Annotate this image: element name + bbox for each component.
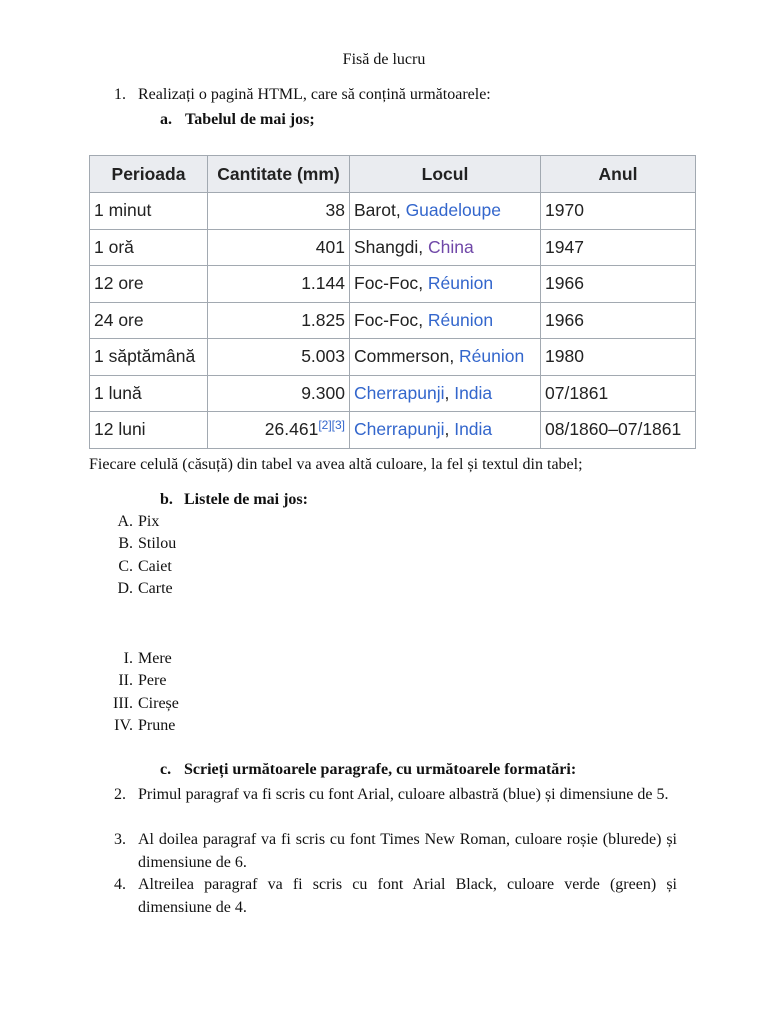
list-item-text: Cireșe — [138, 694, 179, 712]
list-item-text: Pix — [138, 513, 160, 530]
paragraph-item-2 — [114, 784, 677, 807]
table-row — [90, 229, 696, 266]
amount-value: 5.003 — [301, 346, 345, 367]
list-item — [118, 670, 179, 692]
amount-value: 1.825 — [301, 309, 345, 330]
amount-value: 26.461 — [264, 419, 319, 440]
table-row — [90, 193, 696, 230]
list-marker: IV. — [114, 716, 133, 734]
roman-list — [113, 648, 179, 737]
cell-period: 24 ore — [90, 302, 208, 339]
cell-period: 1 săptămână — [90, 339, 208, 376]
region-link[interactable]: China — [427, 236, 474, 257]
cell-place — [350, 229, 541, 266]
paragraph-text: Primul paragraf va fi scris cu font Arial, culoare albastră (blue) și dimensiune de 5. — [138, 786, 669, 803]
cell-amount — [208, 266, 350, 303]
list-item-text: Carte — [138, 579, 173, 597]
paragraph-text: Altreilea paragraf va fi scris cu font Arial Black, culoare verde (green) și dimensiune de 4. — [138, 876, 677, 916]
list-marker: B. — [118, 535, 133, 553]
amount-value: 9.300 — [301, 382, 345, 403]
cell-year: 1947 — [541, 229, 696, 266]
subtask-b — [160, 491, 308, 509]
region-link[interactable]: India — [454, 382, 493, 403]
cell-place — [350, 339, 541, 376]
table-row — [90, 339, 696, 376]
subtask-letter: a. — [160, 111, 172, 128]
subtask-text: Tabelul de mai jos; — [185, 111, 315, 128]
list-item-text: Caiet — [138, 557, 172, 575]
cell-place — [350, 193, 541, 230]
paragraph-item-3 — [114, 829, 677, 874]
reference-link[interactable]: [2][3] — [318, 418, 345, 433]
region-link[interactable]: Réunion — [427, 273, 494, 294]
amount-value: 38 — [325, 200, 345, 221]
list-item-text: Stilou — [138, 535, 177, 553]
place-link[interactable]: Cherrapunji — [354, 419, 445, 440]
place-separator: , — [449, 346, 460, 367]
table-row — [90, 266, 696, 303]
cell-place — [350, 412, 541, 449]
place-separator: , — [418, 309, 428, 330]
cell-amount — [208, 375, 350, 412]
place-name: Barot — [354, 200, 396, 221]
cell-place — [350, 375, 541, 412]
list-marker: II. — [118, 672, 133, 690]
document-title: Fisă de lucru — [342, 51, 426, 68]
place-name: Commerson — [354, 346, 450, 367]
item-text: Realizați o pagină HTML, care să conțină următoarele: — [138, 86, 491, 103]
column-header-place: Locul — [350, 156, 541, 193]
place-separator: , — [444, 419, 455, 440]
subtask-text: Listele de mai jos: — [184, 491, 308, 508]
list-item — [118, 533, 177, 555]
cell-place — [350, 302, 541, 339]
cell-year: 1966 — [541, 266, 696, 303]
place-separator: , — [395, 200, 406, 221]
cell-year: 08/1860–07/1861 — [541, 412, 696, 449]
region-link[interactable]: Guadeloupe — [405, 200, 501, 221]
table-row — [90, 375, 696, 412]
region-link[interactable]: Réunion — [459, 346, 525, 367]
item-number: 1. — [114, 86, 126, 103]
table-row — [90, 302, 696, 339]
table-row — [90, 412, 696, 449]
table-header-row — [90, 156, 696, 193]
cell-period: 1 minut — [90, 193, 208, 230]
alpha-list — [117, 511, 177, 600]
task-item-1 — [114, 86, 491, 104]
list-item-text: Mere — [138, 650, 172, 667]
amount-value: 401 — [315, 236, 345, 257]
place-name: Foc-Foc — [354, 273, 419, 294]
cell-amount — [208, 302, 350, 339]
cell-year: 1980 — [541, 339, 696, 376]
list-marker: C. — [118, 557, 133, 575]
paragraph-item-4 — [114, 874, 677, 919]
list-marker: D. — [117, 579, 133, 597]
region-link[interactable]: Réunion — [427, 309, 494, 330]
list-item-text: Pere — [138, 672, 167, 690]
item-number: 2. — [114, 786, 126, 803]
list-marker: A. — [117, 513, 133, 530]
column-header-year: Anul — [541, 156, 696, 193]
cell-amount — [208, 193, 350, 230]
subtask-a — [160, 111, 315, 129]
list-item — [118, 556, 176, 578]
cell-period: 12 ore — [90, 266, 208, 303]
list-item — [117, 578, 176, 600]
item-number: 3. — [114, 831, 126, 848]
list-item — [113, 693, 179, 715]
cell-year: 1966 — [541, 302, 696, 339]
subtask-letter: b. — [160, 491, 173, 508]
rainfall-table — [89, 155, 696, 449]
cell-year: 07/1861 — [541, 375, 696, 412]
list-item — [114, 715, 179, 737]
cell-period: 1 lună — [90, 375, 208, 412]
item-number: 4. — [114, 876, 126, 893]
amount-value: 1.144 — [301, 273, 345, 294]
paragraph-text: Al doilea paragraf va fi scris cu font Times New Roman, culoare roșie (blurede) și dimensiune de 6. — [138, 831, 677, 871]
instruction-note: Fiecare celulă (căsuță) din tabel va avea altă culoare, la fel și textul din tabel; — [89, 456, 583, 473]
place-name: Foc-Foc — [354, 309, 419, 330]
column-header-amount: Cantitate (mm) — [208, 156, 350, 193]
subtask-letter: c. — [160, 761, 172, 778]
cell-place — [350, 266, 541, 303]
place-separator: , — [418, 236, 428, 257]
place-separator: , — [444, 382, 455, 403]
place-separator: , — [418, 273, 428, 294]
column-header-period: Perioada — [90, 156, 208, 193]
list-item — [117, 511, 176, 533]
list-marker: III. — [113, 694, 133, 712]
list-marker: I. — [123, 650, 133, 667]
place-name: Shangdi — [354, 236, 419, 257]
list-item — [123, 648, 179, 670]
region-link[interactable]: India — [454, 419, 493, 440]
cell-period: 1 oră — [90, 229, 208, 266]
cell-amount — [208, 412, 350, 449]
list-item-text: Prune — [138, 716, 176, 734]
cell-year: 1970 — [541, 193, 696, 230]
cell-amount — [208, 229, 350, 266]
subtask-c — [160, 761, 576, 779]
place-link[interactable]: Cherrapunji — [354, 382, 445, 403]
cell-period: 12 luni — [90, 412, 208, 449]
subtask-text: Scrieți următoarele paragrafe, cu următoarele formatări: — [184, 761, 577, 778]
cell-amount — [208, 339, 350, 376]
